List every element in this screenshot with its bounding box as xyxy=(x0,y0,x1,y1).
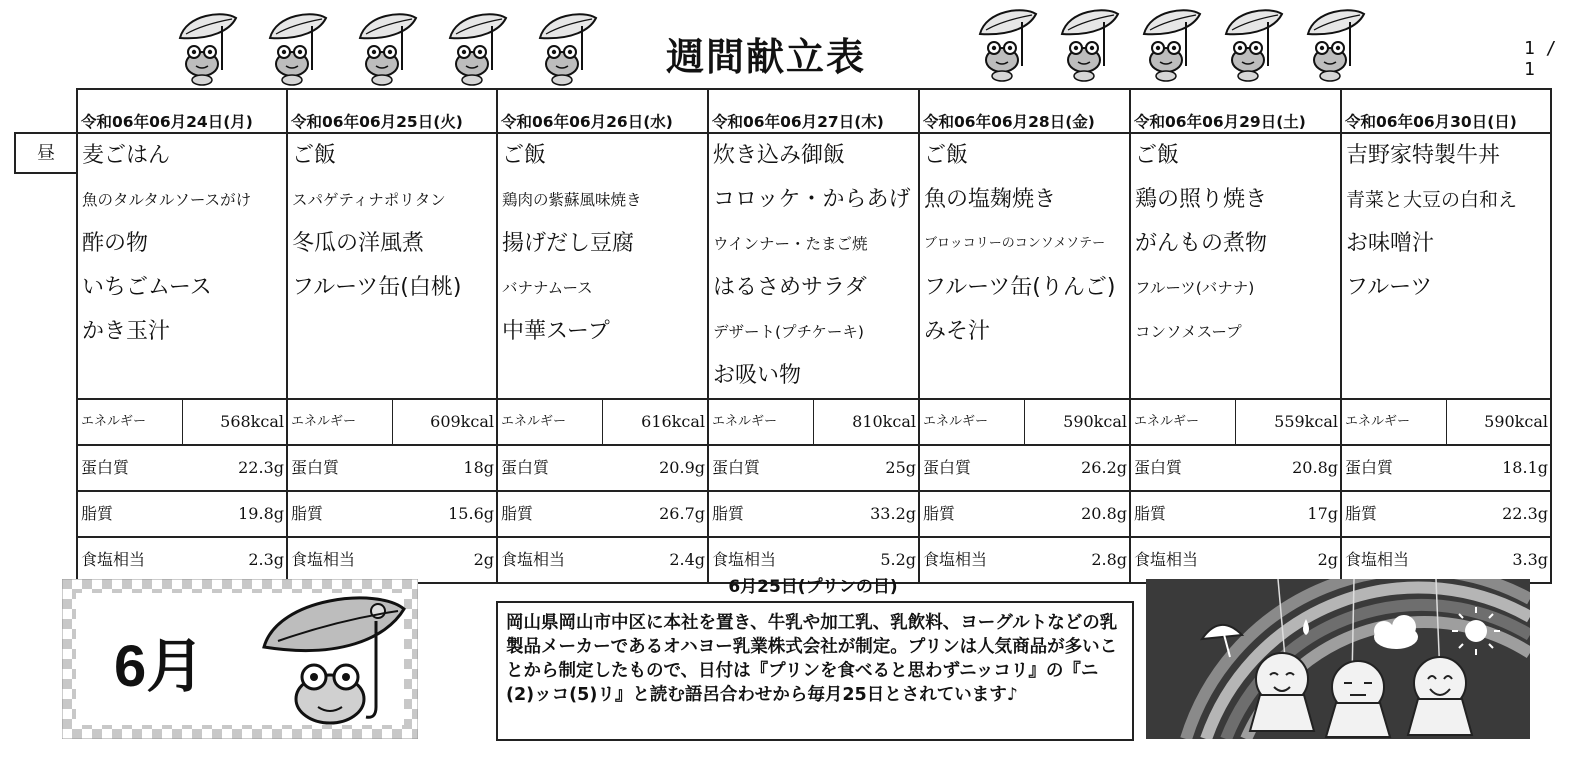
teru-teru-bozu-icon xyxy=(1408,657,1472,735)
nutrition-label: 蛋白質 xyxy=(1345,458,1394,477)
fat-value: 17g xyxy=(1307,504,1338,523)
nutrition-label: 脂質 xyxy=(712,504,745,523)
date-header: 令和06年06月29日(土) xyxy=(1130,89,1341,133)
dish-item: 魚の塩麹焼き xyxy=(924,187,1057,212)
day-dishes xyxy=(497,133,708,399)
dish-item: バナナムース xyxy=(502,279,593,297)
weekly-menu-table xyxy=(76,88,1552,584)
frog-umbrella-icon xyxy=(972,4,1042,82)
dish-item xyxy=(78,354,286,398)
fat-value: 22.3g xyxy=(1502,504,1548,523)
nutrition-label: 食塩相当 xyxy=(81,550,146,569)
energy-value: 590kcal xyxy=(1063,412,1127,431)
dish-row xyxy=(77,133,1551,399)
fat-value: 19.8g xyxy=(238,504,284,523)
nutrition-label: 脂質 xyxy=(923,504,956,523)
protein-row xyxy=(77,445,1551,491)
frog-umbrella-icon xyxy=(352,8,422,86)
nutrition-label: エネルギー xyxy=(709,400,814,444)
frog-umbrella-icon xyxy=(442,8,512,86)
dish-item: コロッケ・からあげ xyxy=(713,187,911,212)
fat-value: 15.6g xyxy=(448,504,494,523)
page-title: 週間献立表 xyxy=(666,35,867,79)
dish-item: 麦ごはん xyxy=(82,143,171,168)
trivia-title: 6月25日(プリンの日) xyxy=(728,577,898,597)
teru-teru-bozu-icon xyxy=(1250,653,1314,731)
nutrition-label: 蛋白質 xyxy=(1134,458,1183,477)
dish-item: お味噌汁 xyxy=(1346,231,1435,256)
dish-item: スパゲティナポリタン xyxy=(292,191,446,209)
nutrition-label: エネルギー xyxy=(78,400,183,444)
date-row xyxy=(77,89,1551,133)
energy-value: 590kcal xyxy=(1484,412,1548,431)
dish-item xyxy=(1131,354,1340,398)
date-header: 令和06年06月28日(金) xyxy=(919,89,1130,133)
fat-value: 33.2g xyxy=(870,504,916,523)
dish-item: ご飯 xyxy=(292,143,337,168)
dish-item: フルーツ缶(白桃) xyxy=(292,275,462,300)
frog-umbrella-icon xyxy=(532,8,602,86)
dish-item xyxy=(288,354,496,398)
salt-value: 2.8g xyxy=(1091,550,1127,569)
dish-item: 青菜と大豆の白和え xyxy=(1346,189,1518,211)
dish-item: 鶏肉の紫蘇風味焼き xyxy=(502,191,642,209)
nutrition-label: 蛋白質 xyxy=(923,458,972,477)
frog-umbrella-icon xyxy=(1300,4,1370,82)
nutrition-label: 蛋白質 xyxy=(712,458,761,477)
page-number: 1 / 1 xyxy=(1524,38,1557,80)
dish-item: ご飯 xyxy=(1135,143,1180,168)
dish-item: 炊き込み御飯 xyxy=(713,143,846,168)
protein-value: 18g xyxy=(463,458,494,477)
nutrition-label: 蛋白質 xyxy=(501,458,550,477)
energy-value: 568kcal xyxy=(220,412,284,431)
nutrition-label: 食塩相当 xyxy=(1134,550,1199,569)
date-header: 令和06年06月26日(水) xyxy=(497,89,708,133)
dish-item: がんもの煮物 xyxy=(1135,231,1268,256)
nutrition-label: 蛋白質 xyxy=(291,458,340,477)
dish-item: 鶏の照り焼き xyxy=(1135,187,1268,212)
nutrition-label: 食塩相当 xyxy=(1345,550,1410,569)
dish-item: フルーツ xyxy=(1346,275,1433,300)
energy-row xyxy=(77,399,1551,445)
day-dishes xyxy=(1130,133,1341,399)
dish-item: みそ汁 xyxy=(924,319,991,344)
dish-item: フルーツ(バナナ) xyxy=(1135,279,1255,297)
dish-item: お吸い物 xyxy=(713,363,802,388)
frog-umbrella-icon xyxy=(1218,4,1288,82)
nutrition-label: 脂質 xyxy=(291,504,324,523)
dish-item: はるさめサラダ xyxy=(713,275,867,300)
dish-item: 酢の物 xyxy=(82,231,149,256)
dish-item xyxy=(288,310,496,354)
energy-value: 559kcal xyxy=(1274,412,1338,431)
fat-value: 20.8g xyxy=(1081,504,1127,523)
day-dishes xyxy=(708,133,919,399)
protein-value: 20.9g xyxy=(659,458,705,477)
trivia-text: 岡山県岡山市中区に本社を置き、牛乳や加工乳、乳飲料、ヨーグルトなどの乳製品メーカーであるオハヨー乳業株式会社が制定。プリンは人気商品が多いことから制定したもので、日付は『プリンを食べると思わずニッコリ』の『ニ(2)ッコ(5)リ』と読む語呂合わせから毎月25日とされています♪ xyxy=(496,601,1134,741)
frog-umbrella-icon xyxy=(1136,4,1206,82)
salt-value: 2g xyxy=(473,550,494,569)
salt-value: 5.2g xyxy=(880,550,916,569)
dish-item: フルーツ缶(りんご) xyxy=(924,275,1116,300)
dish-item: デザート(プチケーキ) xyxy=(713,323,864,341)
day-dishes xyxy=(1341,133,1551,399)
energy-value: 609kcal xyxy=(430,412,494,431)
protein-value: 25g xyxy=(885,458,916,477)
protein-value: 22.3g xyxy=(238,458,284,477)
dish-item: ウインナー・たまご焼 xyxy=(713,235,868,253)
june-banner xyxy=(62,579,418,739)
nutrition-label: 脂質 xyxy=(1345,504,1378,523)
dish-item: コンソメスープ xyxy=(1135,323,1242,341)
energy-value: 616kcal xyxy=(641,412,705,431)
dish-item xyxy=(1342,354,1550,398)
nutrition-label: 食塩相当 xyxy=(291,550,356,569)
dish-item: ご飯 xyxy=(924,143,969,168)
frog-umbrella-icon xyxy=(172,8,242,86)
date-header: 令和06年06月27日(木) xyxy=(708,89,919,133)
nutrition-label: エネルギー xyxy=(1342,400,1447,444)
rain-illustration xyxy=(1146,579,1530,739)
fat-value: 26.7g xyxy=(659,504,705,523)
month-label: 6月 xyxy=(114,634,205,699)
day-dishes xyxy=(287,133,497,399)
fat-row xyxy=(77,491,1551,537)
day-dishes xyxy=(919,133,1130,399)
nutrition-label: 脂質 xyxy=(81,504,114,523)
date-header: 令和06年06月30日(日) xyxy=(1341,89,1551,133)
dish-item: いちごムース xyxy=(82,275,212,300)
nutrition-label: エネルギー xyxy=(920,400,1025,444)
nutrition-label: エネルギー xyxy=(288,400,393,444)
salt-value: 2g xyxy=(1317,550,1338,569)
nutrition-label: エネルギー xyxy=(498,400,603,444)
date-header: 令和06年06月24日(月) xyxy=(77,89,287,133)
frog-umbrella-icon xyxy=(262,8,332,86)
energy-value: 810kcal xyxy=(852,412,916,431)
dish-item xyxy=(498,354,707,398)
dish-item: 冬瓜の洋風煮 xyxy=(292,231,425,256)
day-dishes xyxy=(77,133,287,399)
protein-value: 20.8g xyxy=(1292,458,1338,477)
date-header: 令和06年06月25日(火) xyxy=(287,89,497,133)
dish-item: 揚げだし豆腐 xyxy=(502,231,635,256)
dish-item: 中華スープ xyxy=(502,319,610,344)
protein-value: 26.2g xyxy=(1081,458,1127,477)
frog-umbrella-icon xyxy=(1054,4,1124,82)
salt-value: 2.3g xyxy=(248,550,284,569)
dish-item: ご飯 xyxy=(502,143,547,168)
dish-item: ブロッコリーのコンソメソテー xyxy=(924,236,1106,251)
salt-value: 3.3g xyxy=(1512,550,1548,569)
meal-label: 昼 xyxy=(14,132,76,174)
nutrition-label: 食塩相当 xyxy=(923,550,988,569)
frog-umbrella-icon xyxy=(258,587,408,737)
teru-teru-bozu-icon xyxy=(1326,661,1390,737)
dish-item: 魚のタルタルソースがけ xyxy=(82,191,252,209)
nutrition-label: 蛋白質 xyxy=(81,458,130,477)
dish-item: かき玉汁 xyxy=(82,319,171,344)
dish-item xyxy=(920,354,1129,398)
protein-value: 18.1g xyxy=(1502,458,1548,477)
dish-item xyxy=(1342,310,1550,354)
nutrition-label: 脂質 xyxy=(501,504,534,523)
nutrition-label: 食塩相当 xyxy=(712,550,777,569)
dish-item: 吉野家特製牛丼 xyxy=(1346,143,1501,168)
nutrition-label: 食塩相当 xyxy=(501,550,566,569)
nutrition-label: 脂質 xyxy=(1134,504,1167,523)
nutrition-label: エネルギー xyxy=(1131,400,1236,444)
salt-value: 2.4g xyxy=(669,550,705,569)
